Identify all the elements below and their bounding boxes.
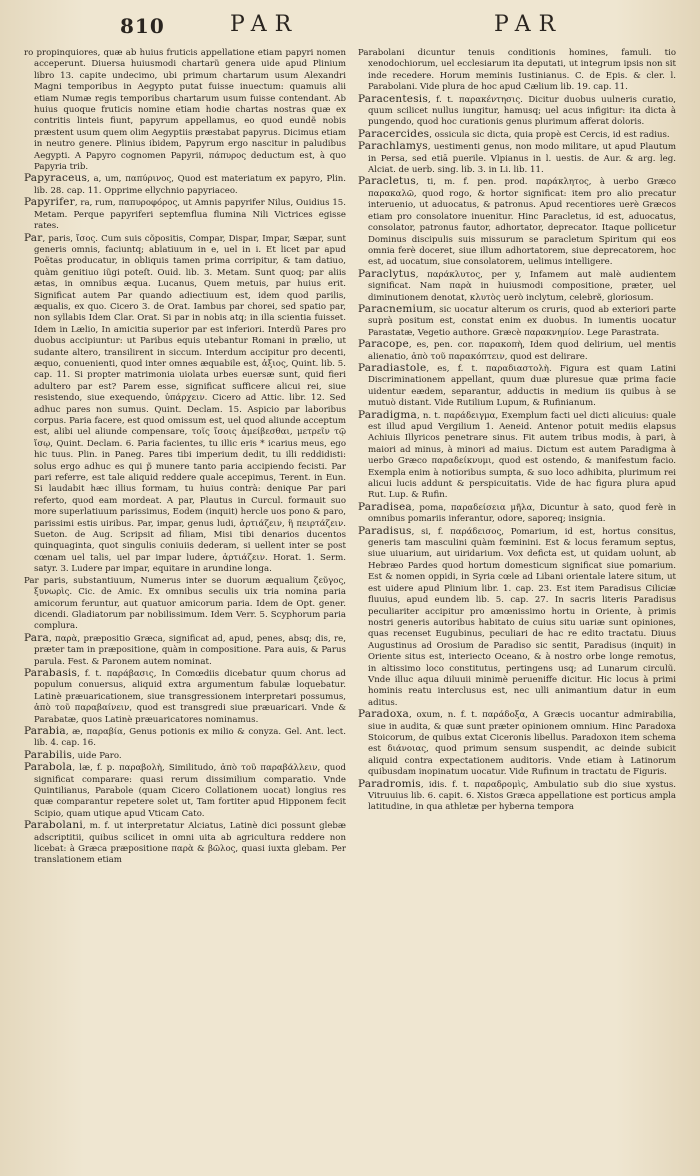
entry-text: ro propinquiores, quæ ab huius fruticis appellatione etiam papyri nomen acceperunt. Diuersa huiusmodi chartarũ genera uide apud Plinium libro 13. capite undecimo, ubi primum chartarum usum Alexandri Magni temporibus in Aegypto putat fuisse inuectum: quamuis alii etiam Numæ regis temporibus chartarum usum fuisse contendant. Ab huius quoque fruticis nomine etiam hodie chartas nostras quæ ex contritis linteis fiunt, papyrum appellamus, eo quod eundẽ nobis præstent usum quem olim Aegyptiis præstabat papyrus. Dicimus etiam in neutro genere. Plinius ibidem, Papyrum ergo nascitur in paludibus Aegypti. A Papyro cognomen Papyrii, πάπυρος deductum est, à quo Papyria trib.	[24, 48, 346, 173]
entry-text: , uestimenti genus, non modo militare, ut apud Plautum in Persa, sed etiā puerile. Vlpianus in l. uestis. de Aur. & arg. leg. Alciat. de uerb. sing. lib. 3. in Li. lib. 11.	[368, 142, 676, 176]
entry-headword: Paradisea	[358, 500, 412, 513]
dictionary-entry	[358, 141, 676, 176]
entry-text: , ossicula sic dicta, quia propè est Cercis, id est radius.	[429, 129, 670, 140]
dictionary-entry	[358, 176, 676, 268]
dictionary-entry	[358, 526, 676, 710]
two-column-body	[24, 48, 682, 1168]
entry-text: , si, f. παράδεισος, Pomarium, id est, hortus consitus, generis tam masculini quàm fœminini. Est & locus feramum septus, siue uiuarium, aut uiridarium. Vox deficta est, ut quidam uolunt, ab Hebræo Pardes quod hortum domesticum significat siue pomarium. Est & nomen oppidi, in Syria cœle ad Libani orientale latere situm, ut est uidere apud Plinium libr. 1. cap. 23. Est item Paradisus Ciliciæ fluuius, apud eundem lib. 5. cap. 27. In sacris literis Paradisus peculiariter accipitur pro amœnissimo hortu in Oriente, à primis nostri generis autoribus habitato de cuius situ uariæ sunt opiniones, quas recenset Eugubinus, peculiari de hac re edito tractatu. Diuus Augustinus ad Orosium de Paradiso sic sentit, Paradisus (inquit) in Oriente situs est, interiecto Oceano, & à nostro orbe longe remotus, in altissimo loco constitutus, pertingens usq; ad Lunarum circulũ. Vnde illuc aqua diluuii minimè perueniffe dicitur. Hic locus à primi hominis reatu interclusus est, nec ulli animantium datur in eum aditus.	[368, 526, 676, 708]
entry-headword: Parabolani	[24, 819, 83, 832]
entry-text: , ti, m. f. pen. prod. παράκλητος, à uerbo Græco παρακαλῶ, quod rogo, & hortor significat: item pro alio precatur interuenio, ut aduocatus, & patronus. Apud recentiores uerè Græcos etiam pro consolatore inuenitur. Hinc Paracletus, id est, aduocatus, consolator, patronus fautor, adhortator, deprecator. Itaque pollicetur Dominus discipulis suis missurum se paracletum Spiritum qui eos omnia ferè doceret, siue illum adhortatorem, siue deprecatorem, hoc est, ad uocatum, siue consolatorem, uelimus intelligere.	[368, 177, 676, 268]
entry-text: , es, f. t. παραδιαστολὴ. Figura est quam Latini Discriminationem appellant, quum duæ pluresue quæ prima facie uidentur eædem, separantur, adductis in medium iis quibus à se mutuò distant. Vide Rutilium Lupum, & Rufinianum.	[368, 363, 676, 409]
page-number: 810	[120, 14, 165, 38]
entry-text: , oxum, n. f. t. παράδοξα, A Græcis uocantur admirabilia, siue in audita, & quæ sunt præter opinionem omnium. Hinc Paradoxa Stoicorum, de quibus extat Ciceronis libellus. Paradoxon item schema est διάνοιας, quod primum sensum suspendit, ac deinde subicit aliquid contra expectationem auditoris. Vnde etiam à Latinorum quibusdam inopinatum uocatur. Vide Rufinum in tractatu de Figuris.	[368, 710, 676, 778]
dictionary-entry	[358, 269, 676, 304]
entry-headword: Parabia	[24, 724, 66, 737]
entry-headword: Papyraceus	[24, 172, 88, 185]
entry-headword: Parabola	[24, 761, 73, 774]
entry-text: , læ, f. p. παραβολὴ, Similitudo, ἀπὸ τοῦ παραβάλλειν, quod significat comparare: quasi rerum dissimilium comparatio. Vnde Quintilianus, Parabole (quam Cicero Collationem uocat) longius res quæ comparantur repetere solet ut, Tam fortiter apud Hipponem fecit Scipio, quam utique apud Vticam Cato.	[34, 763, 346, 819]
entry-headword: Paradoxa	[358, 708, 409, 721]
dictionary-entry	[358, 304, 676, 339]
dictionary-entry	[358, 363, 676, 410]
dictionary-entry	[24, 668, 346, 726]
dictionary-entry	[358, 48, 676, 94]
dictionary-entry	[358, 94, 676, 129]
entry-text: , f. t. παράβασις, In Comœdiis dicebatur quum chorus ad populum conuersus, aliquid extra argumentum fabulæ loquebatur. Latinè præuaricationem, siue transgressionem interpretari possumus, ἀπὸ τοῦ παραβαίνειν, quod est transgredi siue præuaricari. Vnde & Parabatæ, quos Latinè præuaricatores nominamus.	[34, 668, 346, 725]
entry-headword: Para	[24, 631, 49, 644]
left-column	[24, 48, 346, 1168]
entry-headword: Paraclytus	[358, 267, 416, 280]
dictionary-entry	[358, 709, 676, 778]
page-header	[0, 10, 700, 44]
dictionary-entry	[24, 197, 346, 232]
entry-text: Par paris, substantiuum, Numerus inter se duorum æqualium ζεῦγος, ξυνωρὶς. Cic. de Amic. Ex omnibus seculis uix tria nomina paria amicorum feruntur, aut quatuor amicorum paria. Idem de Opt. gener. dicendi. Gladiatorum par nobilissimum. Idem Verr. 5. Scyphorum paria complura.	[24, 575, 346, 632]
dictionary-entry	[24, 762, 346, 820]
dictionary-entry	[24, 576, 346, 633]
entry-headword: Paracentesis	[358, 92, 428, 105]
dictionary-entry	[24, 233, 346, 576]
entry-text: , idis. f. t. παραδρομὶς, Ambulatio sub dio siue xystus. Vitruuius lib. 6. capit. 6. Xistos Græca appellatione est porticus ampla latitudine, in qua athletæ per hyberna tempora	[368, 779, 676, 813]
entry-headword: Paradiastole	[358, 361, 427, 374]
entry-headword: Papyrifer	[24, 196, 75, 209]
entry-headword: Paracnemium	[358, 302, 434, 315]
dictionary-entry	[24, 633, 346, 668]
entry-text: , sic uocatur alterum os cruris, quod ab exteriori parte suprà positum est, constat enim ex duobus. In iumentis uocatur Parastatæ, Vegetio authore. Græcè παρακνημίον. Lege Parastrata.	[368, 304, 676, 338]
dictionary-entry	[24, 820, 346, 867]
entry-text: , uide Paro.	[72, 750, 122, 761]
entry-headword: Parabasis	[24, 666, 78, 679]
dictionary-entry	[358, 502, 676, 526]
entry-text: , n. t. παράδειγμα, Exemplum facti uel dicti alicuius: quale est illud apud Vergilium 1. Aeneid. Antenor potuit mediis elapsus Achiuis Illyricos penetrare sinus. Fit autem tribus modis, à pari, à maiori ad minus, à minori ad maius. Dictum est autem Paradigma à uerbo Græco παραδείκνυμι, quod est ostendo, & manifestum facio. Exempla enim à notioribus sumpta, & suo loco adhibita, plurimum rei alicui lucis addunt & perspicuitatis. Vide de hac figura plura apud Rut. Lup. & Rufin.	[368, 410, 676, 501]
entry-headword: Paracercides	[358, 127, 430, 140]
entry-text: , m. f. ut interpretatur Alciatus, Latinè dici possunt glebæ adscriptitii, quibus scilicet in omni uita ab agricultura reddere non licebat: à Græca præpositione παρὰ & βῶλος, quasi iuxta glebam. Per translationem etiam	[34, 821, 346, 866]
entry-headword: Parabilis	[24, 748, 73, 761]
running-head-right: PAR	[494, 12, 564, 37]
entry-text: , παρὰ, præpositio Græca, significat ad, apud, penes, absq; dis, re, præter tam in præpositione, quàm in compositione. Para auis, & Parus parula. Fest. & Paronem autem nominat.	[34, 633, 346, 667]
dictionary-entry	[24, 726, 346, 750]
entry-text: , poma, παραδείσεια μῆλα, Dicuntur à sato, quod ferè in omnibus pomariis inferantur, odore, saporeq; insignia.	[368, 502, 676, 525]
entry-text: Parabolani dicuntur tenuis conditionis homines, famuli. tio xenodochiorum, uel ecclesiarum ita deputati, ut integrum ipsis non sit inde recedere. Horum meminis Iustinianus. C. de Epis. & cler. l. Parabolani. Vide plura de hoc apud Cælium lib. 19. cap. 11.	[358, 48, 676, 93]
entry-headword: Paradigma	[358, 408, 417, 421]
entry-headword: Paracletus	[358, 175, 416, 188]
entry-text: , paris, ἴσος. Cum suis cõpositis, Compar, Dispar, Impar, Sæpar, sunt generis omnis, faciuntq; ablatiuum in e, uel in i. Et licet par apud Poëtas producatur, in obliquis tamen prima corripitur, & tam datiuo, quàm genitiuo iũgi poteſt. Ouid. lib. 3. Metam. Sunt quoq; par aliis ætas, in omnibus æqua. Lucanus, Quem metuis, par huius erit. Significat autem Par quando adiectiuum est, idem quod parilis, æqualis, ex quo. Cicero 3. de Orat. Iambus par chorei, sed spatio par, non syllabis Idem Clar. Orat. Si par in nobis atq; in illa scientia fuisset. Idem in Lælio, In amicitia superior par est inferiori. Interdũ Pares pro duobus accipiuntur: ut Paribus equis utebantur Romani in prælio, ut sudante altero, transilirent in siccum. Interdum accipitur pro decenti, æquo, conuenienti, quod inter omnes æquabile est, ἀξιος, Quint. lib. 5. cap. 11. Si propter matrimonia uiolata urbes euersæ sunt, quid fieri adultero par est? Parem esse, significat sufficere alicui rei, siue resistendo, siue exequendo, ὑπάρχειν. Cicero ad Attic. libr. 12. Sed adhuc pares non sumus. Quint. Declam. 15. Aspicio par laboribus corpus. Paria facere, est quod omissum est, uel quod aliunde acceptum est, alibi uel aliunde compensare, τοῖς ἴσοις ἀμείβεσθαι, μετρεῖν τῷ ἴσῳ, Quint. Declam. 6. Paria facientes, tu illic eris * icarius meus, ego hic tuus. Plin. in Paneg. Pares tibi imperium dedit, tu illi reddidisti: solus ergo adhuc es qui p̃ munere tanto paria accipiendo fecisti. Par pari referre, est tale aliquid reddere quale accepimus, Terent. in Eun. Si laudabit hæc illius formam, tu huius contrà: denique Par pari referto, quod eam mordeat. A par, Plautus in Curcul. formauit suo more superlatiuum parissimus, Eodem (inquit) hercle uos pono & paro, parissimi estis uiribus. Par, impar, genus ludi, ἀρτιάζειν, ἢ πειρτάζειν. Sueton. de Aug. Scripsit ad filiam, Misi tibi denarios ducentos quinquaginta, quot singulis coniuiis dederam, si uellent inter se post cœnam uel talis, uel par impar ludere, ἀρτιάζειν. Horat. 1. Serm. satyr. 3. Ludere par impar, equitare in arundine longa.	[34, 233, 346, 575]
entry-text: , παράκλυτος, per y, Infamem aut malè audientem significat. Nam παρὰ in huiusmodi compositione, præter, uel diminutionem denotat, κλυτὸς uerò inclytum, celebrẽ, gloriosum.	[368, 269, 676, 303]
entry-headword: Paradisus	[358, 524, 412, 537]
entry-text: , es, pen. cor. παρακοπὴ, Idem quod delirium, uel mentis alienatio, ἀπὸ τοῦ παρακόπτειν, quod est delirare.	[368, 340, 676, 362]
dictionary-entry	[358, 410, 676, 502]
entry-text: , æ, παραβία, Genus potionis ex milio & conyza. Gel. Ant. lect. lib. 4. cap. 16.	[34, 726, 346, 749]
dictionary-entry	[24, 48, 346, 173]
running-head-left: PAR	[230, 12, 300, 37]
entry-text: , ra, rum, παπυροφόρος, ut Amnis papyrifer Nilus, Ouidius 15. Metam. Perque papyriferi septemflua flumina Nili Victrices egisse rates.	[34, 198, 346, 232]
dictionary-entry	[358, 339, 676, 363]
entry-text: , f. t. παρακέντησις. Dicitur duobus uulneris curatio, quum scilicet nullus iungitur, hamusq; uel acus infigitur: ita dicta à pungendo, quod hoc curationis genus plurimum afferat doloris.	[368, 94, 676, 128]
entry-headword: Parachlamys	[358, 140, 428, 153]
entry-headword: Par	[24, 231, 43, 244]
dictionary-entry	[358, 779, 676, 814]
right-column	[358, 48, 676, 1168]
entry-text: , a, um, παπύρινος, Quod est materiatum ex papyro, Plin. lib. 28. cap. 11. Opprime ellychnio papyriaceo.	[34, 174, 346, 196]
entry-headword: Paradromis	[358, 777, 421, 790]
dictionary-entry	[24, 173, 346, 197]
entry-headword: Paracope	[358, 338, 409, 351]
